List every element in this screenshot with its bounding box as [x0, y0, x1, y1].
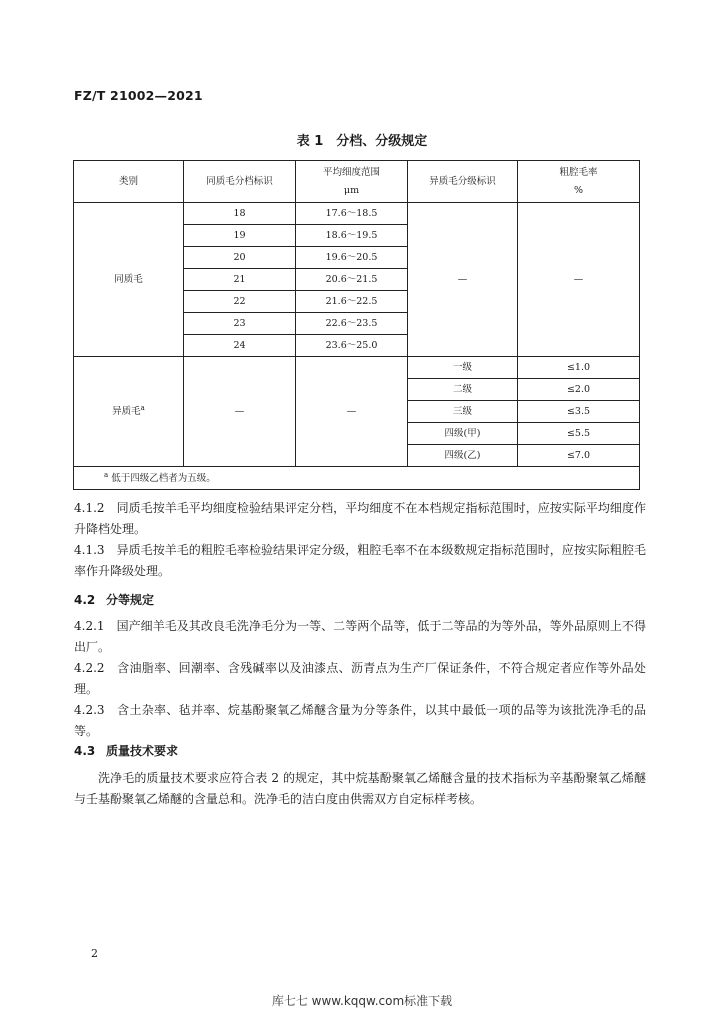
page-number: 2 [91, 947, 98, 960]
header-medullated-unit: % [573, 184, 584, 196]
footer-watermark[interactable]: 库七七 www.kqqw.com标准下载 [271, 994, 453, 1008]
table-row [74, 203, 640, 225]
paragraph-4-1-3: 4.1.3 异质毛按羊毛的粗腔毛率检验结果评定分级，粗腔毛率不在本级数规定指标范围时，应按实际粗腔毛率作升降级处理。 [74, 543, 646, 578]
table-footnote-row [74, 467, 640, 490]
table-header-row [74, 161, 640, 203]
table-title: 表 1 分档、分级规定 [296, 134, 428, 149]
same-mark-cell: 23 [184, 313, 296, 335]
medullated-rate-cell: ≤3.5 [518, 401, 640, 423]
header-category: 类别 [74, 161, 184, 203]
table-footnote [74, 467, 640, 490]
paragraph-4-2-3: 4.2.3 含土杂率、毡并率、烷基酚聚氧乙烯醚含量为分等条件，以其中最低一项的品等为该批洗净毛的品等。 [74, 703, 646, 738]
diff-grade-cell: 二级 [408, 379, 518, 401]
diff-quality-same-mark: — [184, 357, 296, 467]
header-medullated-label: 粗腔毛率 [559, 166, 598, 178]
header-avg-fineness-label: 平均细度范围 [322, 166, 380, 178]
diff-grade-cell: 四级(甲) [408, 423, 518, 445]
section-heading-4-3 [74, 742, 178, 759]
fineness-range-cell: 18.6～19.5 [296, 225, 408, 247]
medullated-rate-cell: ≤7.0 [518, 445, 640, 467]
same-quality-diff-mark: — [408, 203, 518, 357]
same-mark-cell: 22 [184, 291, 296, 313]
diff-quality-range: — [296, 357, 408, 467]
footnote-marker: a [140, 404, 145, 413]
fineness-range-cell: 17.6～18.5 [296, 203, 408, 225]
same-mark-cell: 18 [184, 203, 296, 225]
fineness-range-cell: 22.6～23.5 [296, 313, 408, 335]
footnote-text: 低于四级乙档者为五级。 [111, 473, 216, 485]
diff-grade-cell: 三级 [408, 401, 518, 423]
section-title: 质量技术要求 [106, 744, 179, 758]
medullated-rate-cell: ≤1.0 [518, 357, 640, 379]
same-mark-cell: 24 [184, 335, 296, 357]
section-number: 4.3 [74, 744, 96, 758]
paragraph-4-2-2: 4.2.2 含油脂率、回潮率、含残碱率以及油漆点、沥青点为生产厂保证条件，不符合规定者应作等外品处理。 [74, 661, 646, 696]
section-title: 分等规定 [106, 593, 155, 607]
fineness-range-cell: 20.6～21.5 [296, 269, 408, 291]
table-row [74, 357, 640, 379]
header-medullated-rate [518, 161, 640, 203]
fineness-range-cell: 21.6～22.5 [296, 291, 408, 313]
section-heading-4-2 [74, 591, 154, 608]
medullated-rate-cell: ≤2.0 [518, 379, 640, 401]
header-same-grade-mark: 同质毛分档标识 [184, 161, 296, 203]
grading-table [73, 160, 640, 490]
document-code: FZ/T 21002—2021 [74, 88, 203, 103]
diff-grade-cell: 一级 [408, 357, 518, 379]
same-quality-rate: — [518, 203, 640, 357]
fineness-range-cell: 23.6～25.0 [296, 335, 408, 357]
fineness-range-cell: 19.6～20.5 [296, 247, 408, 269]
same-mark-cell: 20 [184, 247, 296, 269]
section-number: 4.2 [74, 593, 96, 607]
same-mark-cell: 19 [184, 225, 296, 247]
same-quality-label: 同质毛 [74, 203, 184, 357]
paragraph-4-1-2: 4.1.2 同质毛按羊毛平均细度检验结果评定分档，平均细度不在本档规定指标范围时，应按实际平均细度作升降档处理。 [74, 501, 646, 536]
diff-grade-cell: 四级(乙) [408, 445, 518, 467]
header-avg-fineness-unit: μm [343, 184, 360, 196]
same-mark-cell: 21 [184, 269, 296, 291]
footnote-marker: a [104, 470, 109, 479]
medullated-rate-cell: ≤5.5 [518, 423, 640, 445]
paragraph-4-3: 洗净毛的质量技术要求应符合表 2 的规定，其中烷基酚聚氧乙烯醚含量的技术指标为辛基酚聚氧乙烯醚与壬基酚聚氧乙烯醚的含量总和。洗净毛的洁白度由供需双方自定标样考核。 [74, 771, 646, 806]
paragraph-4-2-1: 4.2.1 国产细羊毛及其改良毛洗净毛分为一等、二等两个品等，低于二等品的为等外品，等外品原则上不得出厂。 [74, 619, 646, 654]
diff-quality-label-text: 异质毛 [112, 406, 141, 418]
diff-quality-label [74, 357, 184, 467]
header-diff-grade-mark: 异质毛分级标识 [408, 161, 518, 203]
header-avg-fineness [296, 161, 408, 203]
